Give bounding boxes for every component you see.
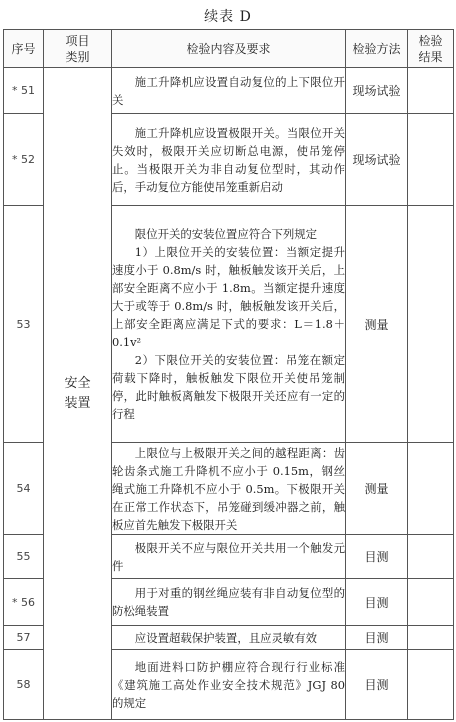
category-line1: 安全 <box>64 375 91 391</box>
requirement-cell <box>112 206 346 443</box>
result-cell <box>408 579 454 626</box>
method-cell: 测量 <box>346 206 408 443</box>
method-cell: 现场试验 <box>346 68 408 114</box>
row-number: * 52 <box>4 114 44 206</box>
header-content: 检验内容及要求 <box>112 30 346 68</box>
row-number: 53 <box>4 206 44 443</box>
row-number: 55 <box>4 535 44 579</box>
requirement-text: 地面进料口防护棚应符合现行行业标准《建筑施工高处作业安全技术规范》JGJ 80 的规定 <box>112 659 345 710</box>
row-number: 54 <box>4 443 44 535</box>
requirement-cell <box>112 626 346 650</box>
requirement-cell <box>112 114 346 206</box>
header-result-line2: 结果 <box>418 49 443 64</box>
requirement-cell <box>112 579 346 626</box>
method-cell: 目测 <box>346 579 408 626</box>
result-cell <box>408 626 454 650</box>
header-category <box>44 30 112 68</box>
result-cell <box>408 206 454 443</box>
method-cell: 目测 <box>346 626 408 650</box>
result-cell <box>408 535 454 579</box>
requirement-text: 1）上限位开关的安装位置：当额定提升速度小于 0.8m/s 时，触板触发该开关后，上部安全距离不应小于 1.8m。当额定提升速度大于或等于 0.8m/s 时，触板触发该开关后，上部安全距离应满足下式的要求：L＝1.8＋0.1v² <box>112 245 345 349</box>
requirement-cell <box>112 535 346 579</box>
requirement-text: 应设置超载保护装置，且应灵敏有效 <box>134 630 318 645</box>
requirement-cell <box>112 650 346 720</box>
method-cell: 现场试验 <box>346 114 408 206</box>
result-cell <box>408 68 454 114</box>
requirement-text: 极限开关不应与限位开关共用一个触发元件 <box>112 540 345 573</box>
method-cell: 目测 <box>346 650 408 720</box>
method-cell: 测量 <box>346 443 408 535</box>
result-cell <box>408 443 454 535</box>
requirement-text: 施工升降机应设置自动复位的上下限位开关 <box>112 74 345 107</box>
table-title: 续表 D <box>204 9 252 25</box>
requirement-text: 用于对重的钢丝绳应装有非自动复位型的防松绳装置 <box>112 586 345 618</box>
method-cell: 目测 <box>346 535 408 579</box>
header-result-line1: 检验 <box>418 33 443 48</box>
category-cell <box>44 68 112 720</box>
table-row <box>4 68 454 114</box>
header-method: 检验方法 <box>346 30 408 68</box>
result-cell <box>408 650 454 720</box>
header-no: 序号 <box>4 30 44 68</box>
row-number: 58 <box>4 650 44 720</box>
requirement-text: 施工升降机应设置极限开关。当限位开关失效时，极限开关应切断总电源，使吊笼停止。当极限开关为非自动复位型时，其动作后，手动复位方能使吊笼重新启动 <box>112 125 345 194</box>
header-result <box>408 30 454 68</box>
table-header-row <box>4 30 454 68</box>
result-cell <box>408 114 454 206</box>
row-number: * 51 <box>4 68 44 114</box>
row-number: 57 <box>4 626 44 650</box>
requirement-text: 2）下限位开关的安装位置：吊笼在额定荷载下降时，触板触发下限位开关使吊笼制停，此时触板离触发下极限开关还应有一定的行程 <box>112 353 345 421</box>
category-line2: 装置 <box>64 395 91 411</box>
header-category-line1: 项目 <box>65 33 90 48</box>
inspection-table <box>3 29 454 720</box>
requirement-text: 上限位与上极限开关之间的越程距离：齿轮齿条式施工升降机不应小于 0.15m，钢丝绳式施工升降机不应小于 0.5m。下极限开关在正常工作状态下，吊笼碰到缓冲器之前，触板应首先触发下极限开关 <box>112 445 345 532</box>
row-number: * 56 <box>4 579 44 626</box>
header-category-line2: 类别 <box>65 49 90 64</box>
requirement-cell <box>112 443 346 535</box>
requirement-cell <box>112 68 346 114</box>
requirement-text: 限位开关的安装位置应符合下列规定 <box>134 227 318 241</box>
